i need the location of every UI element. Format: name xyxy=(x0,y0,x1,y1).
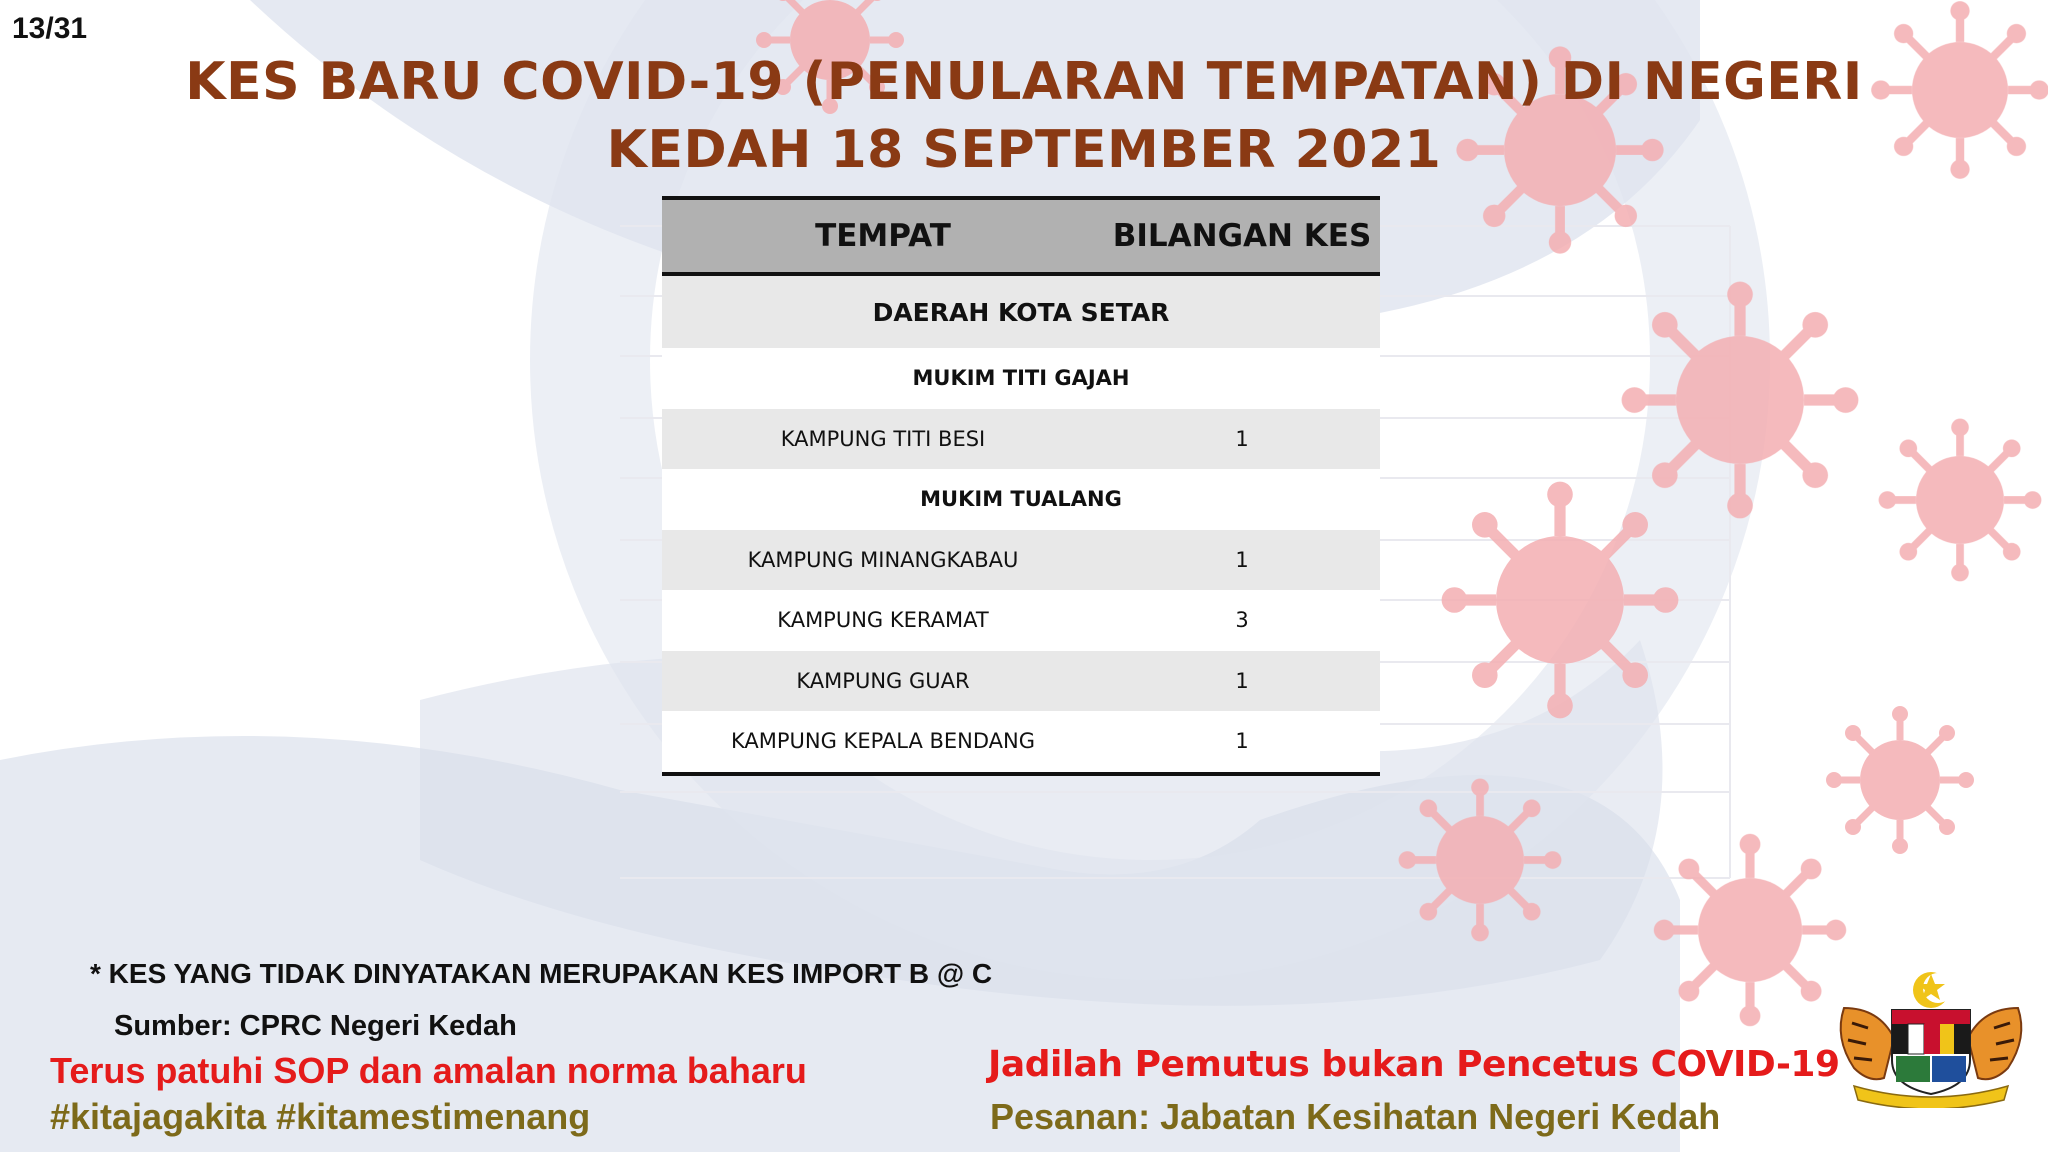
page-number: 13/31 xyxy=(12,12,88,45)
header-cases: BILANGAN KES xyxy=(1112,218,1372,254)
import-note: * KES YANG TIDAK DINYATAKAN MERUPAKAN KES IMPORT B @ C xyxy=(90,958,993,989)
place-cell: KAMPUNG GUAR xyxy=(796,668,970,693)
header-place: TEMPAT xyxy=(815,218,951,254)
title-line-2: KEDAH 18 SEPTEMBER 2021 xyxy=(606,120,1442,180)
coat-of-arms-icon xyxy=(1824,968,2038,1108)
place-cell: KAMPUNG KERAMAT xyxy=(777,608,989,633)
mukim-row: MUKIM TITI GAJAH xyxy=(662,348,1380,409)
place-cell: KAMPUNG MINANGKABAU xyxy=(747,547,1019,572)
table-header xyxy=(662,196,1380,276)
table-row xyxy=(662,711,1380,776)
cases-cell: 3 xyxy=(1235,608,1249,633)
sop-reminder: Terus patuhi SOP dan amalan norma baharu xyxy=(50,1050,807,1091)
table-row xyxy=(662,409,1380,470)
table-row xyxy=(662,651,1380,712)
mukim-row: MUKIM TUALANG xyxy=(662,469,1380,530)
district-row: DAERAH KOTA SETAR xyxy=(662,276,1380,348)
slogan: Jadilah Pemutus bukan Pencetus COVID-19 xyxy=(988,1044,1840,1085)
place-cell: KAMPUNG TITI BESI xyxy=(780,426,986,451)
cases-cell: 1 xyxy=(1235,729,1249,754)
cases-cell: 1 xyxy=(1235,668,1249,693)
cases-table xyxy=(662,196,1380,776)
source-text: Sumber: CPRC Negeri Kedah xyxy=(114,1010,517,1042)
table-row xyxy=(662,530,1380,591)
page-title xyxy=(0,48,2048,184)
cases-cell: 1 xyxy=(1235,547,1249,572)
table-row xyxy=(662,590,1380,651)
hashtags: #kitajagakita #kitamestimenang xyxy=(50,1096,591,1137)
message-credit: Pesanan: Jabatan Kesihatan Negeri Kedah xyxy=(990,1096,1721,1137)
cases-cell: 1 xyxy=(1235,426,1249,451)
place-cell: KAMPUNG KEPALA BENDANG xyxy=(730,729,1036,754)
title-line-1: KES BARU COVID-19 (PENULARAN TEMPATAN) DI NEGERI xyxy=(185,52,1863,112)
